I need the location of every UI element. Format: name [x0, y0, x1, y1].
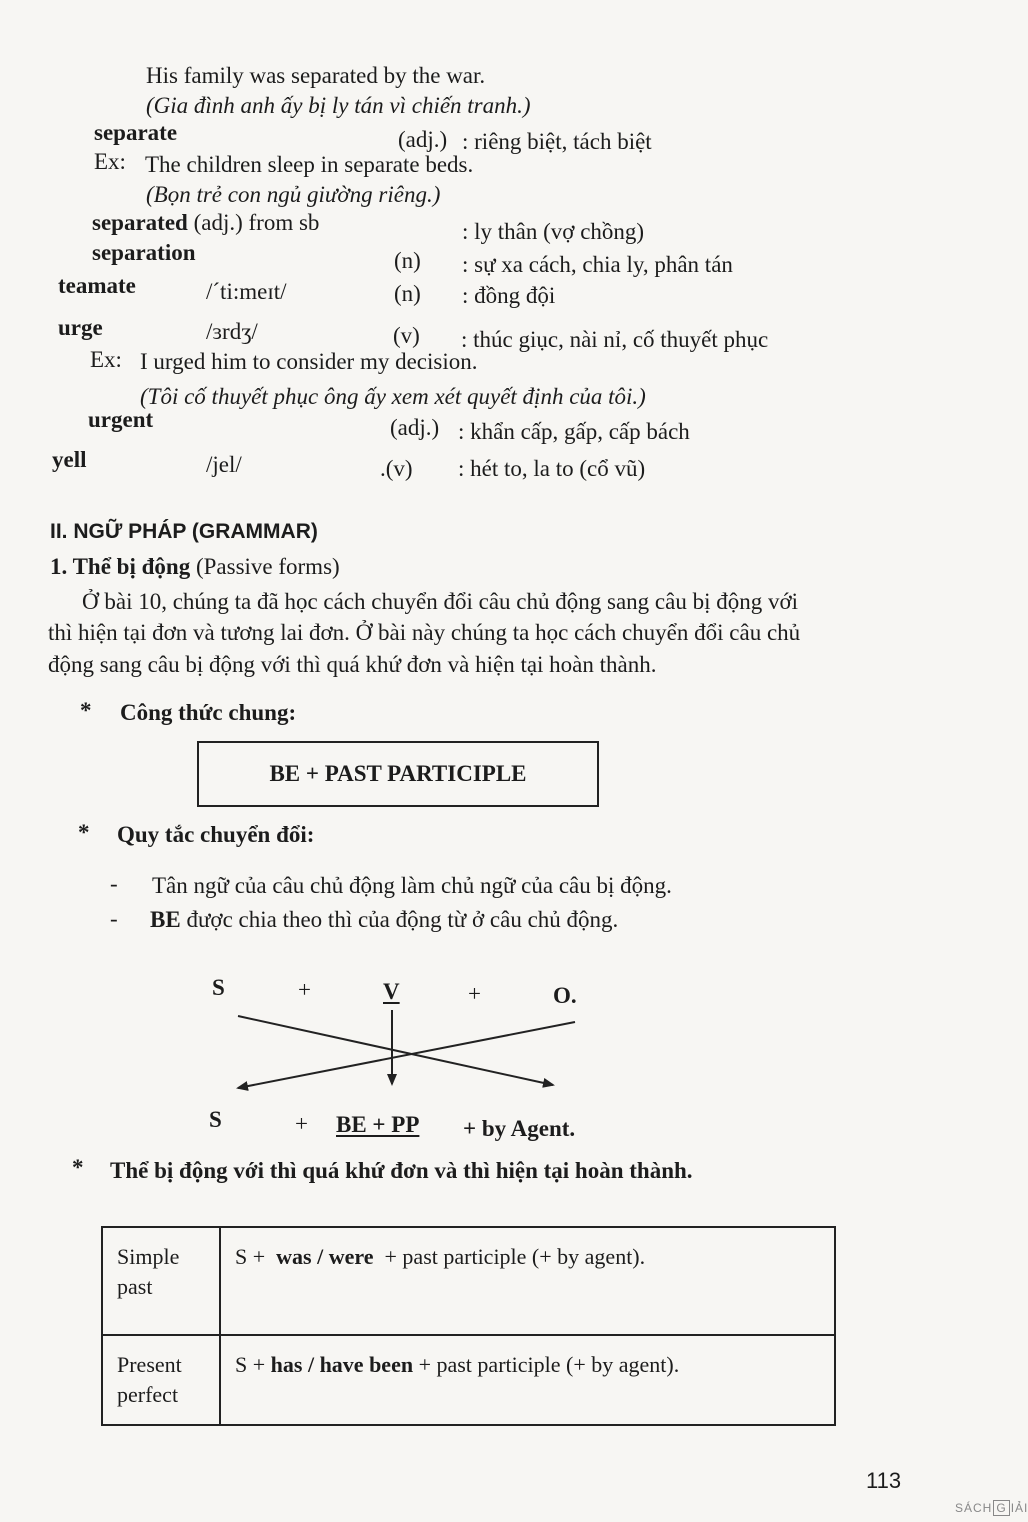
- formula-be: was / were: [276, 1244, 374, 1269]
- vocab-pos: (n): [394, 281, 421, 306]
- tense-name: Simple: [117, 1244, 180, 1269]
- example-translation: (Tôi cố thuyết phục ông ấy xem xét quyết định của tôi.): [140, 384, 646, 409]
- vocab-pos: .(v): [380, 456, 413, 481]
- tense-formula-cell: [220, 1227, 835, 1335]
- intro-paragraph-line: động sang câu bị động với thì quá khứ đơn và hiện tại hoàn thành.: [48, 652, 657, 677]
- rule-item: Tân ngữ của câu chủ động làm chủ ngữ của câu bị động.: [152, 873, 672, 898]
- tense-heading: Thể bị động với thì quá khứ đơn và thì hiện tại hoàn thành.: [110, 1158, 693, 1183]
- vocab-pos: (n): [394, 248, 421, 273]
- vocab-meaning: : sự xa cách, chia ly, phân tán: [462, 252, 733, 277]
- diagram-active-verb: V: [383, 979, 400, 1004]
- tense-name: Present: [117, 1352, 182, 1377]
- formula-text: BE + PAST PARTICIPLE: [269, 761, 527, 786]
- vocab-word-yell: yell: [52, 447, 87, 472]
- diagram-passive-subject: S: [209, 1107, 222, 1132]
- vocab-word-separate: separate: [94, 120, 178, 145]
- formula-rest: + past participle (+ by agent).: [418, 1352, 680, 1377]
- rules-label: Quy tắc chuyển đổi:: [117, 822, 315, 847]
- vocab-meaning: : hét to, la to (cổ vũ): [458, 456, 646, 481]
- page-number: 113: [866, 1468, 902, 1493]
- intro-paragraph-line: Ở bài 10, chúng ta đã học cách chuyển đổi câu chủ động sang câu bị động với: [82, 589, 799, 614]
- bullet-star: *: [78, 820, 90, 845]
- formula-be: has / have been: [270, 1352, 414, 1377]
- vocab-pos: (adj.): [390, 415, 440, 440]
- rule-text: được chia theo thì của động từ ở câu chủ động.: [186, 907, 619, 932]
- formula-rest: + past participle (+ by agent).: [384, 1244, 646, 1269]
- diagram-passive-agent: + by Agent.: [463, 1116, 576, 1141]
- bullet-star: *: [80, 698, 92, 723]
- diagram-active-subject: S: [212, 975, 225, 1000]
- vocab-ipa: /ɜrdʒ/: [206, 319, 258, 344]
- example-label: Ex:: [90, 347, 122, 372]
- table-row: [102, 1227, 835, 1335]
- rule-keyword: BE: [150, 907, 181, 932]
- vocab-pos: (v): [393, 323, 420, 348]
- tense-table: [101, 1226, 836, 1426]
- example-sentence: The children sleep in separate beds.: [145, 152, 474, 177]
- vocab-ipa: /jel/: [206, 452, 242, 477]
- vocab-meaning: : đồng đội: [462, 283, 556, 308]
- tense-name-cell: [102, 1335, 220, 1425]
- subsection-number: 1. Thể bị động: [50, 554, 191, 579]
- diagram-plus: +: [468, 981, 481, 1006]
- table-row: [102, 1335, 835, 1425]
- vocab-meaning: : ly thân (vợ chồng): [462, 219, 645, 244]
- watermark-logo: [955, 1500, 1028, 1516]
- formula-subject: S +: [235, 1352, 266, 1377]
- vocab-meaning: : khẩn cấp, gấp, cấp bách: [458, 419, 690, 444]
- vocab-pos: (adj.): [398, 127, 448, 152]
- watermark-mark: G: [993, 1500, 1009, 1516]
- vocab-word-urgent: urgent: [88, 407, 154, 432]
- vocab-word-urge: urge: [58, 315, 103, 340]
- vocab-meaning: : riêng biệt, tách biệt: [462, 129, 652, 154]
- diagram-active-object: O.: [553, 983, 577, 1008]
- tense-name: perfect: [117, 1382, 179, 1407]
- intro-paragraph-line: thì hiện tại đơn và tương lai đơn. Ở bài này chúng ta học cách chuyển đổi câu chủ: [48, 620, 801, 645]
- diagram-plus: +: [298, 977, 311, 1002]
- example-sentence: I urged him to consider my decision.: [140, 349, 478, 374]
- example-label: Ex:: [94, 149, 126, 174]
- general-formula-label: Công thức chung:: [120, 700, 297, 725]
- vocab-meaning: : thúc giục, nài nỉ, cố thuyết phục: [461, 327, 769, 352]
- vocab-word-teamate: teamate: [58, 273, 136, 298]
- formula-subject: S +: [235, 1244, 266, 1269]
- vocab-word-separation: separation: [92, 240, 196, 265]
- diagram-plus: +: [295, 1111, 308, 1136]
- section-heading: II. NGỮ PHÁP (GRAMMAR): [50, 520, 318, 543]
- vocab-word: separated: [92, 210, 188, 235]
- vocab-ipa: /ˊti:meɪt/: [206, 279, 287, 304]
- tense-formula-cell: [220, 1335, 835, 1425]
- tense-name: past: [117, 1274, 153, 1299]
- example-sentence: His family was separated by the war.: [146, 63, 486, 88]
- rule-dash: -: [110, 871, 118, 896]
- diagram-passive-be-pp: BE + PP: [336, 1112, 420, 1137]
- tense-name-cell: [102, 1227, 220, 1335]
- vocab-word-suffix: (adj.) from sb: [193, 210, 320, 235]
- rule-dash: -: [110, 906, 118, 931]
- example-translation: (Gia đình anh ấy bị ly tán vì chiến tranh.): [146, 93, 531, 118]
- arrow-subject-to-agent: [238, 1016, 553, 1085]
- subsection-subtitle: (Passive forms): [195, 554, 340, 579]
- bullet-star: *: [72, 1155, 84, 1180]
- watermark-text: IẢI: [1010, 1501, 1028, 1515]
- example-translation: (Bọn trẻ con ngủ giường riêng.): [146, 182, 441, 207]
- watermark-text: SÁCH: [955, 1501, 993, 1515]
